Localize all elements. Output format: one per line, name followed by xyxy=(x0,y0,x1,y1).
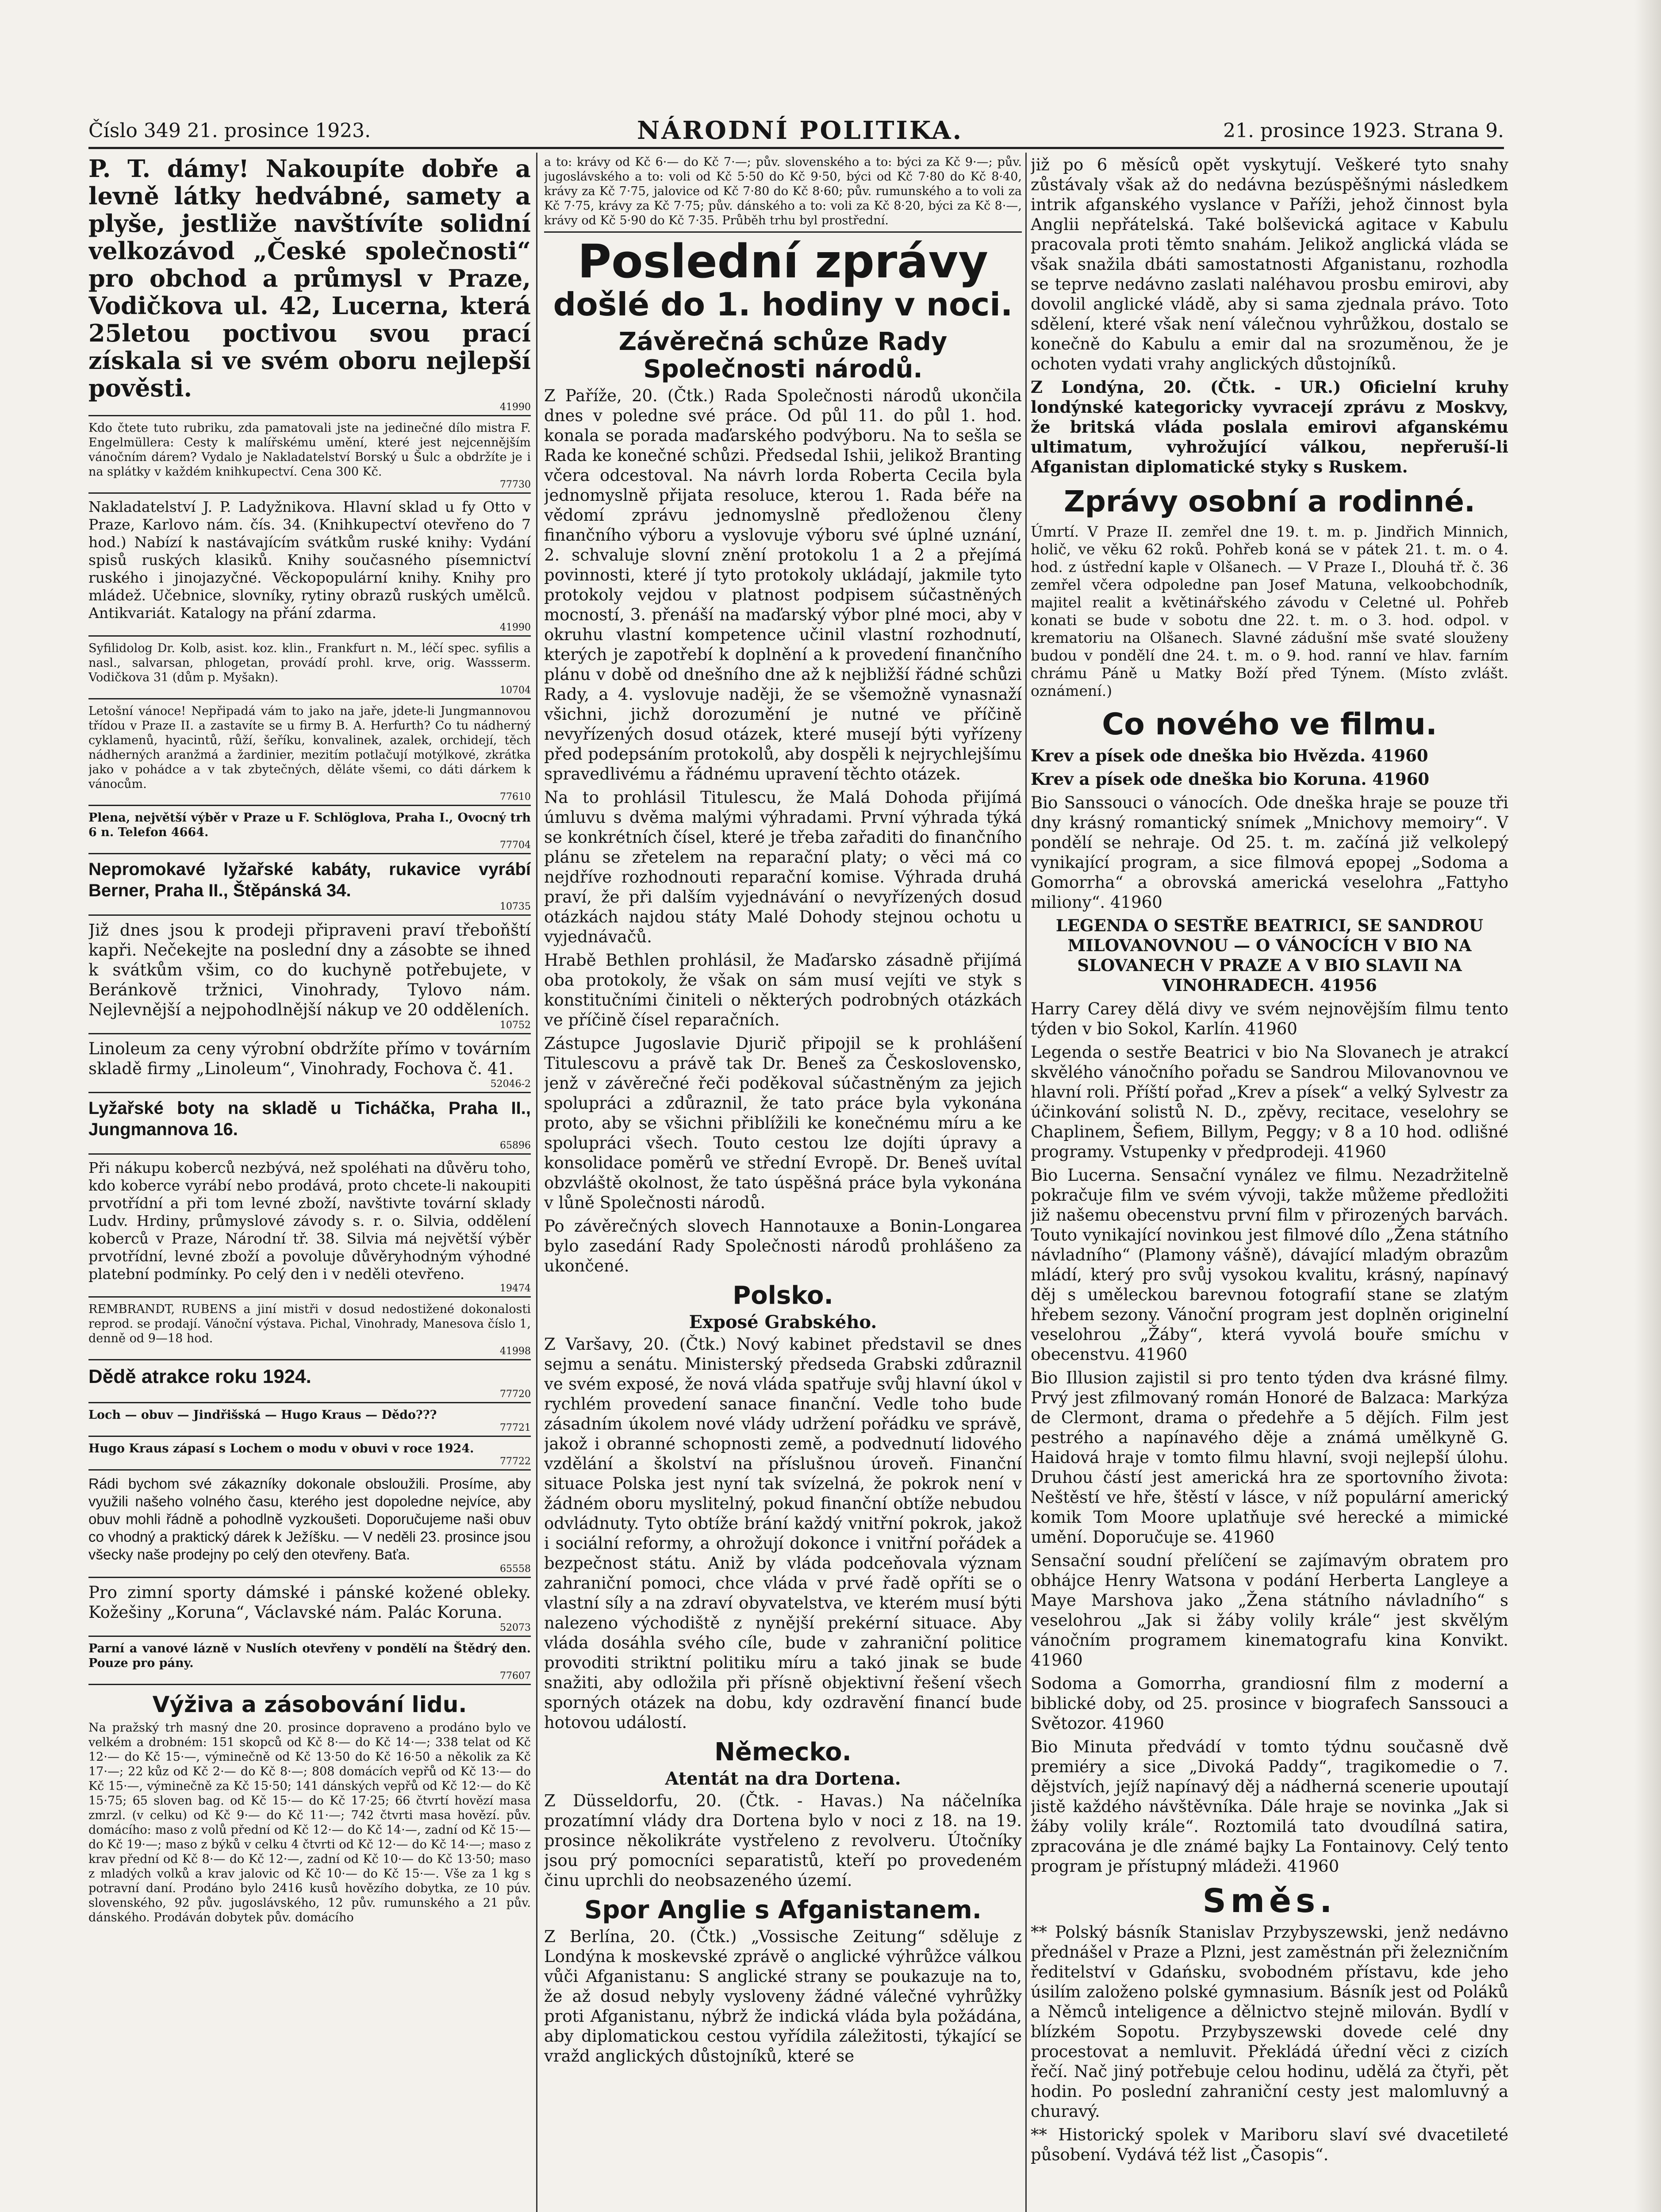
divider xyxy=(88,1092,531,1093)
banner-subtitle: došlé do 1. hodiny v noci. xyxy=(553,286,1013,323)
poland-paragraph: Z Varšavy, 20. (Čtk.) Nový kabinet představil se dnes sejmu a senátu. Ministerský předseda Grabski zdůraznil ve svém exposé, že nová vláda spatřuje svůj hlavní úkol v rychlém provedení sanace finanční. Vedle toho bude zásadním úkolem nové vlády udržení pořádku ve správě, jakož i obranné schopnosti země, a podvednutí lidového vzdělání a školství na příslušnou úroveň. Finanční situace Polska jest nyní tak svízelná, že pokrok není v žádném oboru myslitelný, pokud finanční obtíže nebudou odvládnuty. Tyto obtíže brání každý vnitřní pokrok, jakož i sociální reformy, a ohrožují dokonce i vnitřní pořádek a bezpečnost státu. Aniž by vláda podceňovala význam zahraniční pomoci, chce vláda v prvé řadě opříti se o vlastní síly a na zdraví obyvatelstva, ve kterém musí býti nalezeno východiště z nynější prekérní situace. Aby vláda dosáhla svého cíle, bude v zahraniční politice provoditi striktní politiku míru a takó jinak se bude snažiti, aby odložila při přísně objektivní řešení všech sporných otázek na dobu, kdy ozdravění financí bude hotovou událostí. xyxy=(544,1335,1022,1732)
ad-atrakce: Dědě atrakce roku 1924. xyxy=(88,1366,311,1387)
ad-code: 41998 xyxy=(500,1346,531,1357)
divider xyxy=(88,1153,531,1155)
issue-number: Číslo 349 21. prosince 1923. xyxy=(88,119,371,142)
divider xyxy=(88,698,531,699)
ad-code: 77607 xyxy=(500,1671,531,1682)
league-paragraph: Na to prohlásil Titulescu, že Malá Dohoda přijímá úmluvu s dvěma malými výhradami. První výhrada týká se konkrétních čísel, které je třeba zařaditi do finančního plánu se zřetelem na reparační platy; o věci má co nejdříve rozhodnouti reparační komise. Výhrada druhá praví, že při dalším vyjednávání o nevyřízených dosud otázkách najdou státy Malé Dohody stejnou ochotu u vyjednávačů. xyxy=(544,788,1022,946)
divider xyxy=(88,1296,531,1298)
afghanistan-heading: Spor Anglie s Afganistanem. xyxy=(584,1896,982,1924)
film-news-heading: Co nového ve filmu. xyxy=(1102,707,1437,742)
film-item: Sensační soudní přelíčení se zajímavým obratem pro obhájce Henry Watsona v podání Herberta Langleye a Maye Marshova jako „Žena státního návladního“ s veselohrou „Jak si žáby volily krále“ jest skvělým vánočním programem kinematografu kina Konvikt. 41960 xyxy=(1031,1551,1508,1670)
ad-code: 77722 xyxy=(500,1456,531,1467)
ad-silvia-carpets: Při nákupu koberců nezbývá, než spoléhati na důvěru toho, kdo koberce vyrábí nebo prodává, proto chcete-li nakoupiti prvotřídní a při tom levné zboží, navštivte tovární sklady Ludv. Hrdiny, průmyslové závody s. r. o. Silvia, oddělení koberců v Praze, Národní tř. 38. Silvia má největší výběr prvotřídní, levné zboží a povoluje důvěryhodným výhodné platební podmínky. Po celý den i v neděli otevřeno. xyxy=(88,1159,531,1283)
divider xyxy=(88,805,531,806)
film-item: Legenda o sestře Beatrici v bio Na Slovanech je atrakcí skvělého vánočního pořadu se Sandrou Milovanovnou ve hlavní roli. Příští pořad „Krev a písek“ a velký Sylvestr za účinkování solistů N. D., zpěvy, recitace, veselohry se Chaplinem, Šefiem, Billym, Peggy; v 8 a 10 hod. odlišné programy. Vstupenky v předprodeji. 41960 xyxy=(1031,1043,1508,1161)
ad-baths: Parní a vanové lázně v Nuslích otevřeny v pondělí na Štědrý den. Pouze pro pány. xyxy=(88,1642,531,1670)
film-item: Bio Sanssouci o vánocích. Ode dneška hraje se pouze tři dny krásný romantický snímek „Mnichovy memoiry“. V pondělí se nehraje. Od 25. t. m. začíná již velkolepý vynikající program, a sice filmová epopej „Sodoma a Gomorrha“ a obrovská americká veselohra „Fattyho miliony“. 41960 xyxy=(1031,793,1508,912)
divider xyxy=(88,1359,531,1360)
ad-ladyzhnikov: Nakladatelství J. P. Ladyžnikova. Hlavní sklad u fy Otto v Praze, Karlovo nám. čís. 34. (Knihkupectví otevřeno do 7 hod.) Nabízí k nastávajícím svátkům ruské knihy: Vydání spisů ruských klasiků. Knihy současného písemnictví ruského i jinojazyčné. Věckopopulární knihy. Knihy pro mládež. Učebnice, slovníky, rytiny obrazů ruských umělců. Antikvariát. Katalogy na přání zdarma. xyxy=(88,498,531,622)
miscellany-heading: Směs. xyxy=(1202,1882,1337,1920)
germany-paragraph: Z Düsseldorfu, 20. (Čtk. - Havas.) Na náčelníka prozatímní vlády dra Dortena bylo v noci z 18. na 19. prosince několikráte vystřeleno z revolveru. Útočníky jsou prý pomocníci separatistů, kteří po provedeném činu uprchli do neobsazeného území. xyxy=(544,1791,1022,1890)
ad-berner: Nepromokavé lyžařské kabáty, rukavice vyrábí Berner, Praha II., Štěpánská 34. xyxy=(88,860,531,900)
divider xyxy=(88,1033,531,1034)
food-market-report: Na pražský trh masný dne 20. prosince dopraveno a prodáno bylo ve velkém a drobném: 151 skopců od Kč 8·— do Kč 14·—; 338 telat od Kč 12·— do Kč 15·—, výminečně od Kč 13·50 do Kč 16·50 a několik za Kč 17·—; 22 kůz od Kč 2·— do Kč 8·—; 808 domácích vepřů od Kč 13·— do Kč 15·—, výminečně za Kč 15·50; 141 dánských vepřů od Kč 12·— do Kč 15·75; 65 sloven bag. od Kč 15·— do Kč 17·25; 66 čtvrtí hovězí masa zmrzl. (v celku) od Kč 9·— do Kč 11·—; 742 čtvrti masa hovězí. pův. domácího: maso z volů přední od Kč 12·— do Kč 14·—, zadní od Kč 15·— do Kč 19·—; maso z býků v celku 4 čtvrti od Kč 12·— do Kč 14·—; maso z krav přední od Kč 8·— do Kč 12·—, zadní od Kč 10·— do Kč 13·50; maso z mladých volků a krav jalovic od Kč 10·— do Kč 15·—. Vše za 1 kg s potravní daní. Prodáno bylo 2416 kusů hovězího dobytka, ze 10 púv. slovenského, 92 pův. jugoslávského, 12 pův. rumunského a 21 pův. dánského. Prodáván dobytek pův. domácího xyxy=(88,1721,531,1924)
london-report: Z Londýna, 20. (Čtk. - UR.) Oficielní kruhy londýnské kategoricky vyvracejí zprávu z Moskvy, že britská vláda poslala emirovi afganskému ultimatum, vyhrožující válkou, nepřeruší-li Afganistan diplomatické styky s Ruskem. xyxy=(1031,377,1508,476)
germany-subheading: Atentát na dra Dortena. xyxy=(665,1768,901,1789)
ad-bata: Rádi bychom své zákazníky dokonale obsloužili. Prosíme, aby využili našeho volného času, kterého jest dopoledne nejvíce, aby obuv mohli řádně a pohodlně vyzkoušeti. Doporučujeme naši obuv co vhodný a praktický dárek k Ježíšku. — V neděli 23. prosince jsou všecky naše prodejny po celý den otevřeny. Baťa. xyxy=(88,1475,531,1563)
league-heading: Závěrečná schůze Rady Společnosti národů. xyxy=(618,327,947,384)
film-item: LEGENDA O SESTŘE BEATRICI, SE SANDROU MILOVANOVNOU — O VÁNOCÍCH V BIO NA SLOVANECH V PRAZE A V BIO SLAVII NA VINOHRADECH. 41956 xyxy=(1055,916,1484,995)
film-item: Sodoma a Gomorrha, grandiosní film z moderní a biblické doby, od 25. prosince v biografech Sanssouci a Světozor. 41960 xyxy=(1031,1674,1508,1733)
column-1 xyxy=(88,155,531,2212)
food-heading: Výživa a zásobování lidu. xyxy=(152,1692,467,1717)
divider xyxy=(88,635,531,637)
ad-silk-fabrics: P. T. dámy! Nakoupíte dobře a levně látky hedvábné, samety a plyše, jestliže navštívíte solidní velkozávod „České společnosti“ pro obchod a průmysl v Praze, Vodičkova ul. 42, Lucerna, která 25letou poctivou svou prací získala si ve svém oboru nejlepší pověsti. xyxy=(88,155,531,402)
page-edge-shadow xyxy=(1634,0,1661,2212)
ad-code: 19474 xyxy=(500,1283,531,1294)
market-report-continued: a to: krávy od Kč 6·— do Kč 7·—; pův. slovenského a to: býci za Kč 9·—; pův. jugoslávského a to: voli od Kč 5·50 do Kč 9·50, býci od Kč 7·80 do Kč 8·40, krávy za Kč 7·75, jalovice od Kč 7·80 do Kč 8·60; pův. rumunského a to voli za Kč 7·75, krávy za Kč 7·75; pův. dánského a to: voli za Kč 8·20, býci za Kč 8·—, krávy od Kč 5·90 do Kč 7·35. Průběh trhu byl prostřední. xyxy=(544,155,1022,227)
afghanistan-paragraph: Z Berlína, 20. (Čtk.) „Vossische Zeitung“ sděluje z Londýna k moskevské zprávě o anglické výhrůžce válkou vůči Afganistanu: S anglické strany se poukazuje na to, že až dosud nebyly vysloveny žádné válečné vyhrůžky proti Afganistanu, nýbrž že indická vláda byla požádána, aby diplomatickou cestou vyřídila záležitosti, týkající se vražd anglických důstojníků, které se xyxy=(544,1927,1022,2066)
league-paragraph: Po závěrečných slovech Hannotauxe a Bonin-Longarea bylo zasedání Rady Společnosti národů prohlášeno za ukončené. xyxy=(544,1217,1022,1275)
divider xyxy=(88,1436,531,1437)
page-header xyxy=(88,116,1504,149)
divider xyxy=(88,1469,531,1471)
ad-code: 77720 xyxy=(500,1389,531,1400)
obituaries: Úmrtí. V Praze II. zemřel dne 19. t. m. p. Jindřich Minnich, holič, ve věku 62 roků. Pohřeb koná se v pátek 21. t. m. o 4. hod. z ústřední kaple v Olšanech. — V Praze I., Dlouhá tř. č. 36 zemřel včera odpoledne pan Josef Matuna, velkoobchodník, majitel realit a květinářského závodu v Celetné ul. Pohřeb konati se bude v sobotu dne 22. t. m. o 3. hod. odpol. v krematoriu na Olšanech. Slavné zádušní mše svaté slouženy budou v pondělí dne 24. t. m. o 9. hod. ranní ve hlav. farním chrámu Páně u Matky Boží před Týnem. (Místo zvlášt. oznámení.) xyxy=(1031,523,1508,699)
ad-code: 77721 xyxy=(500,1422,531,1433)
ad-code: 77730 xyxy=(500,479,531,490)
divider xyxy=(88,1577,531,1578)
league-paragraph: Zástupce Jugoslavie Djurič připojil se k prohlášení Titulescovu a právě tak Dr. Beneš za Československo, jenž v závěrečné řeči poděkoval súčastněným za jejich spolupráci a zdůraznil, že tato práce byla vykonána proto, aby se všichni přiblížili ke konečnému míru a ke spolupráci všech. Touto cestou lze dojíti úpravy a konsolidace poměrů ve střední Evropě. Dr. Beneš uvítal obzvláště okolnost, že tato úspěšná práce byla vykonána v lůně Společnosti národů. xyxy=(544,1034,1022,1212)
poland-heading: Polsko. xyxy=(733,1281,833,1310)
column-2 xyxy=(544,155,1022,2212)
ad-code: 77704 xyxy=(500,840,531,851)
film-item: Harry Carey dělá divy ve svém nejnovějším filmu tento týden v bio Sokol, Karlín. 41960 xyxy=(1031,999,1508,1038)
league-paragraph: Hrabě Bethlen prohlásil, že Maďarsko zásadně přijímá oba protokoly, že však on sám musí vejíti ve styk s konstitučními činiteli o některých podrobných otázkách ve příčině čísel reparačních. xyxy=(544,951,1022,1029)
ad-carp-market: Již dnes jsou k prodeji připraveni praví třeboňští kapři. Nečekejte na poslední dny a zásobte se ihned k svátkům všim, co do kuchyně potřebujete, v Beránkově tržnici, Vinohrady, Tylovo nám. Nejlevnější a nejpohodlnější nákup ve 20 odděleních. xyxy=(88,921,531,1019)
film-item: Bio Illusion zajistil si pro tento týden dva krásné filmy. Prvý jest zfilmovaný román Honoré de Balzaca: Markýza de Clermont, drama o předehře a 5 dějích. Film jest pestrého a napínavého děje a známá umělkyně G. Haidová hraje v tomto filmu hlavní, svoji nejlepší úlohu. Druhou částí jest americká hra ze sportovního života: Neštěstí ve hře, štěstí v lásce, v níž populární americký komik Tom Moore uplatňuje své herecké a mimické umění. Doporučuje se. 41960 xyxy=(1031,1368,1508,1547)
ad-code: 77610 xyxy=(500,791,531,803)
film-item: Bio Minuta předvádí v tomto týdnu současně dvě premiéry a sice „Divoká Paddy“, tragikomedie o 7. dějstvích, jejíž napínavý děj a nádherná scenerie upoutají jistě každého návštěvníka. Dále hraje se novinka „Jak si žáby volily krále“. Roztomilá tato dvoudílná satira, zpracována je dle známé bajky La Fontainovy. Celý tento program je přístupný mládeži. 41960 xyxy=(1031,1737,1508,1876)
afghanistan-continued: již po 6 měsíců opět vyskytují. Veškeré tyto snahy zůstávaly však až do nedávna bezúspěšnými následkem intrik afganského vyslance v Paříži, jehož činnost byla Anglii nepřátelská. Také bolševická agitace v Kabulu pracovala proti těmto snahám. Jelikož anglická vláda se však snažila dbáti samostatnosti Afganistanu, rozhodla se teprve nedávno zaslati naléhavou prosbu emirovi, aby dovolil anglické vládě, aby si sama zjednala právo. Toto sdělení, které však není válečnou vyhrůžkou, dostalo se konečně do Kabulu a emir dal na srozuměnou, že je ochoten vydati vrahy anglických důstojníků. xyxy=(1031,155,1508,373)
poland-subheading: Exposé Grabského. xyxy=(689,1312,877,1333)
column-rule xyxy=(1025,153,1027,2212)
ad-code: 10704 xyxy=(500,685,531,696)
league-paragraph: Z Paříže, 20. (Čtk.) Rada Společnosti národů ukončila dnes v poledne své práce. Od půl 11. do půl 1. hod. konala se porada maďarského podvýboru. Na to sešla se Rada ke konečné schůzi. Předsedal Ishii, jelikož Branting včera odcestoval. Na návrh lorda Roberta Cecila byla jednomyslně přijata resoluce, kterou 1. Rada béře na vědomí zprávu jednomyslně předloženou členy finančního výboru a vyslovuje výboru své úplné uznání, 2. schvaluje slovní znění protokolu 1 a 2 a přejímá povinnosti, které jí tyto protokoly ukládají, jakmile tyto protokoly vejdou v platnost podpisem súčastněných mocností, 3. přenáší na maďarský výbor plné moci, aby v okruhu vlastní kompetence učinil vlastní rozhodnutí, kterých je zapotřebí k doplnění a k provedení finančního plánu v době od dnešního dne až k nejbližší řádné schůzi Rady, a 4. vyslovuje naději, že se všemožně vynasnaží všichni, jichž dorozumění je nutné ve příčině nevyřízených dosud otázek, které musejí býti vyřízeny před podepsáním protokolů, aby dospěli k nejrychlejšímu spravedlivému a řádnému upravení těchto otázek. xyxy=(544,386,1022,783)
miscellany-item: ** Polský básník Stanislav Przybyszewski, jenž nedávno přednášel v Praze a Plzni, jest zaměstnán při železničním ředitelství v Gdańsku, svobodném přístavu, kde jeho úsilím založeno polské gymnasium. Básník jest od Poláků a Němců inteligence a dělnictvo stejně milován. Bydlí v blízkém Sopotu. Przybyszewski dovede celé dny procestovat a nemluvit. Překládá úřední věci z cizích řečí. Nač jiný potřebuje celou hodinu, udělá za čtyři, pět hodin. Po poslední zahraniční cesty jest malomluvný a churavý. xyxy=(1031,1923,1508,2121)
divider xyxy=(88,492,531,494)
divider xyxy=(88,914,531,916)
ad-schloglova: Plena, největší výběr v Praze u F. Schlöglova, Praha I., Ovocný trh 6 n. Telefon 4664. xyxy=(88,811,531,839)
personal-news-heading: Zprávy osobní a rodinné. xyxy=(1063,484,1476,518)
ad-code: 41990 xyxy=(500,622,531,633)
miscellany-item: ** Historický spolek v Mariboru slaví své dvacetileté působení. Vydává též list „Časopis“. xyxy=(1031,2125,1508,2164)
divider xyxy=(88,1684,531,1685)
ad-koruna-sports: Pro zimní sporty dámské i pánské kožené obleky. Kožešiny „Koruna“, Václavské nám. Palác Koruna. xyxy=(88,1583,531,1622)
column-rule xyxy=(536,153,537,2212)
divider xyxy=(88,1402,531,1403)
ad-code: 10735 xyxy=(500,901,531,912)
banner-latest-news: Poslední zprávy xyxy=(577,234,989,288)
ad-code: 41990 xyxy=(500,402,531,413)
ad-code: 52046-2 xyxy=(490,1079,531,1090)
ad-dr-kolb: Syfilidolog Dr. Kolb, asist. koz. klin., Frankfurt n. M., léčí spec. syfilis a nasl., salvarsan, phlogetan, provádí prohl. krve, orig. Wassserm. Vodičkova 31 (dům p. Myšakn). xyxy=(88,641,531,684)
divider xyxy=(544,231,1022,233)
divider xyxy=(88,1636,531,1637)
ad-linoleum: Linoleum za ceny výrobní obdržíte přímo v továrním skladě firmy „Linoleum“, Vinohrady, Fochova č. 41. xyxy=(88,1039,531,1078)
ad-code: 10752 xyxy=(500,1020,531,1031)
ad-tichacek: Lyžařské boty na skladě u Ticháčka, Praha II., Jungmannova 16. xyxy=(88,1098,531,1139)
column-3 xyxy=(1031,155,1508,2212)
date-and-page: 21. prosince 1923. Strana 9. xyxy=(1223,119,1504,142)
ad-kraus: Hugo Kraus zápasí s Lochem o modu v obuvi v roce 1924. xyxy=(88,1442,474,1455)
film-item: Krev a písek ode dneška bio Hvězda. 41960 xyxy=(1031,746,1428,765)
ad-herfurth-flowers: Letošní vánoce! Nepřipadá vám to jako na jaře, jdete-li Jungmannovou třídou v Praze II. a zastavíte se u firmy B. A. Herfurth? Co tu nádherný cyklamenů, hyacintů, růží, šeříku, konvalinek, azalek, orchidejí, těch nádherných aranžmá a žardinier, mezitím potlačují motýlkové, zkrátka jako v pohádce a v tak zbytečných, děláte všemi, co dáti dárkem k vánocům. xyxy=(88,704,531,791)
ad-loch: Loch — obuv — Jindřišská — Hugo Kraus — Dědo??? xyxy=(88,1408,437,1422)
germany-heading: Německo. xyxy=(714,1738,852,1767)
ad-code: 65896 xyxy=(500,1140,531,1151)
masthead-title: NÁRODNÍ POLITIKA. xyxy=(637,116,963,145)
ad-code: 65558 xyxy=(500,1563,531,1575)
divider xyxy=(88,415,531,416)
ad-book-engelmuller: Kdo čtete tuto rubriku, zda pamatovali jste na jedinečné dílo mistra F. Engelmüllera: Cesty k malířskému umění, které jest nejcennějším vánočním dárem? Vydalo je Nakladatelství Borský u Šulc a obdržíte je i na splátky v každém knihkupectví. Cena 300 Kč. xyxy=(88,421,531,479)
film-item: Krev a písek ode dneška bio Koruna. 41960 xyxy=(1031,769,1430,789)
ad-code: 52073 xyxy=(500,1622,531,1633)
ad-rembrandt: REMBRANDT, RUBENS a jiní mistři v dosud nedostižené dokonalosti reprod. se prodají. Vánoční výstava. Pichal, Vinohrady, Manesova číslo 1, denně od 9—18 hod. xyxy=(88,1302,531,1345)
film-item: Bio Lucerna. Sensační vynález ve filmu. Nezadržitelně pokračuje film ve svém vývoji, takže můžeme předložiti již našemu obecenstvu první film v přirozených barvách. Touto vynikající novinkou jest filmové dílo „Žena státního návladního“ (Plamony vášně), dávající mladým obrazům mládí, který pro svůj vysokou kvalitu, krásný, napínavý děj s uměleckou barevnou fotografií stane se zlatým hřebem sezony. Vánoční program jest doplněn originelní veselohrou „Žáby“, která vyvolá bouře smíchu v obecenstvu. 41960 xyxy=(1031,1166,1508,1364)
divider xyxy=(88,853,531,854)
